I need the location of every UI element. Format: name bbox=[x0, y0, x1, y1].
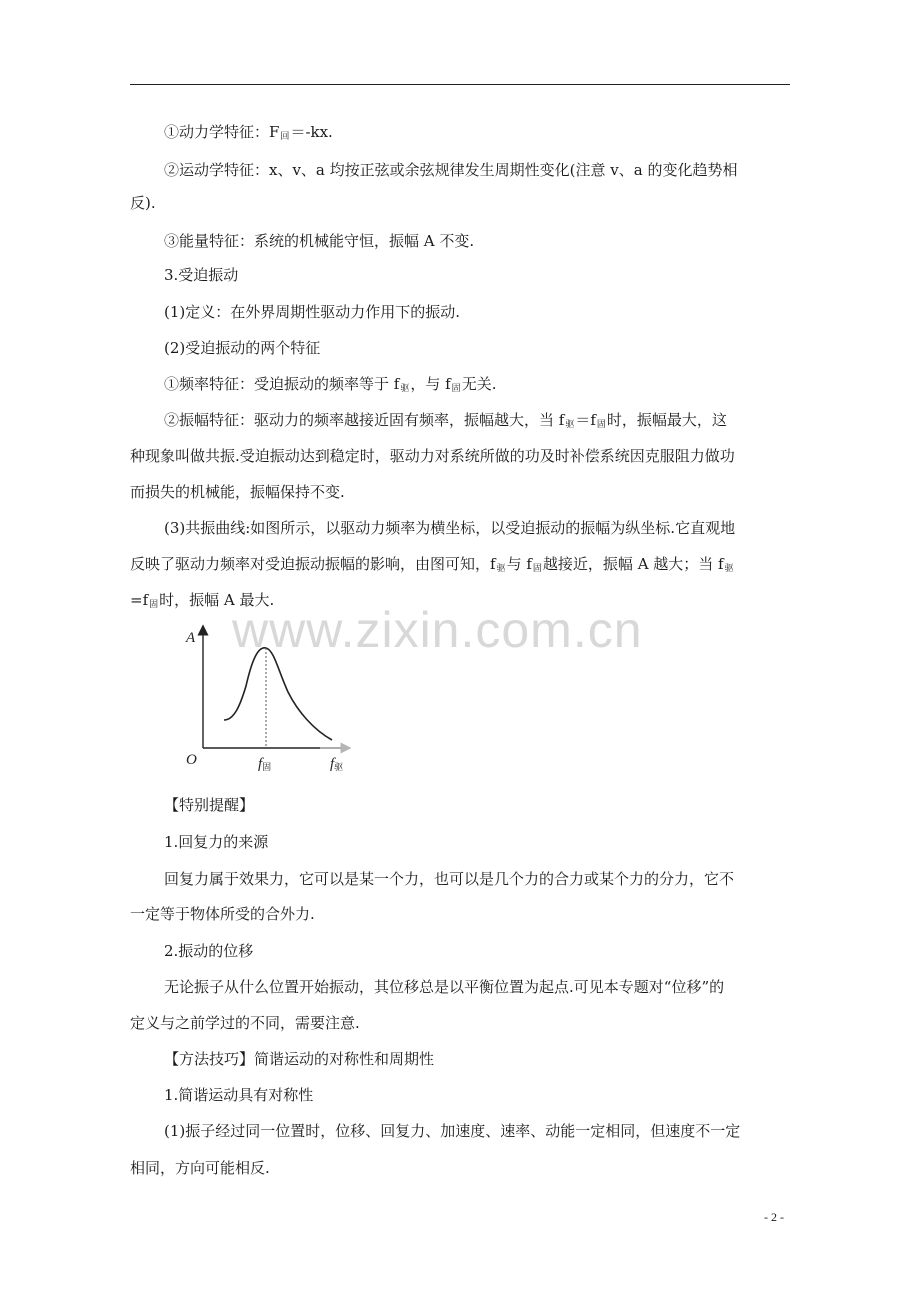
forced-definition: (1)定义：在外界周期性驱动力作用下的振动. bbox=[164, 303, 461, 321]
amplitude-feature-line2: 种现象叫做共振.受迫振动达到稳定时，驱动力对系统所做的功及时补偿系统因克服阻力做功 bbox=[130, 447, 735, 465]
f-natural-label: f固 bbox=[258, 756, 272, 772]
kinematics-feature-line1: ②运动学特征：x、v、a 均按正弦或余弦规律发生周期性变化(注意 v、a 的变化趋势相 bbox=[164, 161, 738, 179]
amplitude-feature-line3: 而损失的机械能，振幅保持不变. bbox=[130, 483, 345, 501]
symmetry-line2: 相同，方向可能相反. bbox=[130, 1159, 270, 1177]
method-heading: 【方法技巧】简谐运动的对称性和周期性 bbox=[164, 1050, 435, 1068]
resonance-curve-line2: 反映了驱动力频率对受迫振动振幅的影响，由图可知，f驱与 f固越接近，振幅 A 越大；当 f驱 bbox=[130, 555, 734, 574]
y-axis-label: A bbox=[186, 630, 196, 646]
kinematics-feature-line2: 反). bbox=[130, 194, 156, 212]
displacement-heading: 2.振动的位移 bbox=[164, 942, 254, 960]
symmetry-line1: (1)振子经过同一位置时，位移、回复力、加速度、速率、动能一定相同，但速度不一定 bbox=[164, 1122, 741, 1140]
f-driving-label: f驱 bbox=[330, 756, 344, 772]
origin-label: O bbox=[186, 752, 197, 768]
special-reminder-heading: 【特别提醒】 bbox=[164, 796, 255, 814]
restoring-force-source-heading: 1.回复力的来源 bbox=[164, 833, 269, 851]
resonance-curve-figure bbox=[180, 620, 360, 780]
page-number: - 2 - bbox=[764, 1210, 784, 1224]
energy-feature: ③能量特征：系统的机械能守恒，振幅 A 不变. bbox=[164, 232, 475, 250]
restoring-force-line1: 回复力属于效果力，它可以是某一个力，也可以是几个力的合力或某个力的分力，它不 bbox=[164, 870, 735, 888]
frequency-feature: ①频率特征：受迫振动的频率等于 f驱，与 f固无关. bbox=[164, 375, 497, 394]
resonance-curve bbox=[224, 648, 332, 740]
displacement-line1: 无论振子从什么位置开始振动，其位移总是以平衡位置为起点.可见本专题对“位移”的 bbox=[164, 978, 725, 996]
amplitude-feature-line1: ②振幅特征：驱动力的频率越接近固有频率，振幅越大，当 f驱＝f固时，振幅最大，这 bbox=[164, 411, 727, 430]
restoring-force-line2: 一定等于物体所受的合外力. bbox=[130, 905, 315, 923]
displacement-line2: 定义与之前学过的不同，需要注意. bbox=[130, 1014, 360, 1032]
resonance-curve-line1: (3)共振曲线:如图所示，以驱动力频率为横坐标，以受迫振动的振幅为纵坐标.它直观地 bbox=[164, 519, 736, 537]
watermark: www.zixin.com.cn bbox=[232, 602, 643, 658]
dynamics-feature: ①动力学特征：F回＝-kx. bbox=[164, 123, 333, 142]
section-heading-forced: 3.受迫振动 bbox=[164, 266, 239, 284]
resonance-curve-line3: =f固时，振幅 A 最大. bbox=[130, 591, 275, 610]
symmetry-heading: 1.简谐运动具有对称性 bbox=[164, 1086, 314, 1104]
header-rule bbox=[130, 84, 790, 85]
forced-two-features: (2)受迫振动的两个特征 bbox=[164, 339, 321, 357]
